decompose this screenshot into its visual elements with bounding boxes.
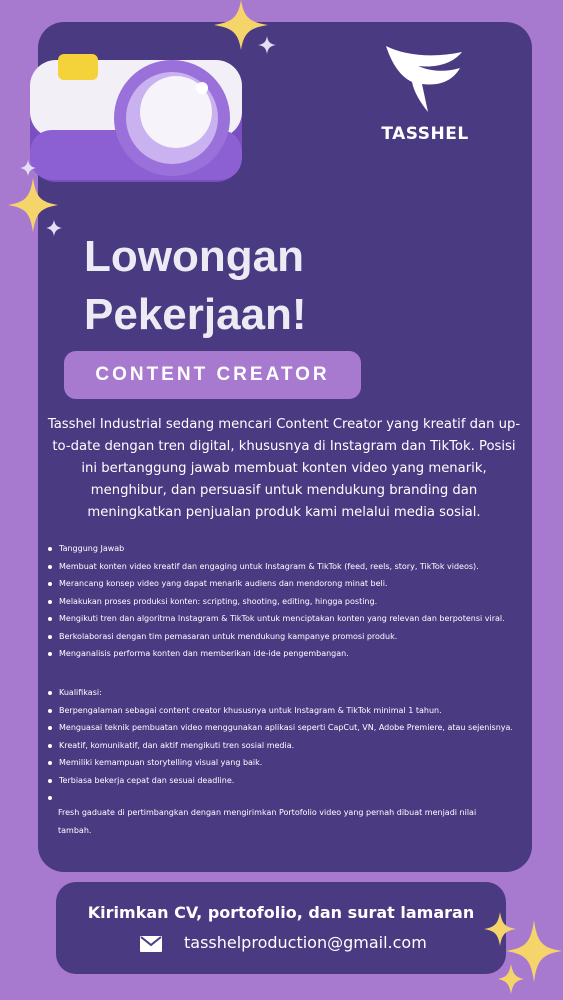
- list-item: Menganalisis performa konten dan memberikan ide-ide pengembangan.: [46, 645, 526, 663]
- list-item: Melakukan proses produksi konten: scripting, shooting, editing, hingga posting.: [46, 593, 526, 611]
- tasshel-logo: [360, 42, 490, 144]
- apply-cta-box: [56, 882, 506, 974]
- headline-line-1: Lowongan: [84, 232, 304, 281]
- tasshel-logo-icon: [382, 42, 468, 116]
- list-item: Mengikuti tren dan algoritma Instagram & TikTok untuk menciptakan konten yang relevan dan berpotensi viral.: [46, 610, 526, 628]
- cta-title: Kirimkan CV, portofolio, dan surat lamaran: [87, 903, 475, 922]
- headline-line-2: Pekerjaan!: [84, 290, 307, 339]
- sparkle-icon: [20, 160, 36, 176]
- list-item: Merancang konsep video yang dapat menarik audiens dan mendorong minat beli.: [46, 575, 526, 593]
- list-item: Berkolaborasi dengan tim pemasaran untuk mendukung kampanye promosi produk.: [46, 628, 526, 646]
- list-item: Terbiasa bekerja cepat dan sesuai deadline.: [46, 772, 526, 790]
- responsibilities-list: [46, 540, 526, 663]
- list-item: Kualifikasi:: [46, 684, 526, 702]
- list-item: Berpengalaman sebagai content creator khususnya untuk Instagram & TikTok minimal 1 tahun.: [46, 702, 526, 720]
- qualifications-list: [46, 684, 526, 807]
- sparkle-icon: [258, 36, 276, 54]
- logo-name: TASSHEL: [381, 124, 469, 144]
- position-badge: CONTENT CREATOR: [64, 351, 361, 399]
- sparkle-icon: [46, 220, 62, 236]
- fresh-graduate-note: Fresh gaduate di pertimbangkan dengan mengirimkan Portofolio video yang pernah dibuat menjadi nilai tambah.: [58, 808, 477, 835]
- sparkle-icon: [498, 964, 524, 994]
- camera-illustration: [12, 30, 252, 200]
- list-item: Kreatif, komunikatif, dan aktif mengikuti tren sosial media.: [46, 737, 526, 755]
- page-title: [84, 228, 464, 344]
- list-item: Memiliki kemampuan storytelling visual yang baik.: [46, 754, 526, 772]
- mail-icon: [140, 936, 162, 952]
- contact-email[interactable]: tasshelproduction@gmail.com: [184, 933, 427, 952]
- intro-paragraph: Tasshel Industrial sedang mencari Content Creator yang kreatif dan up-to-date dengan tren digital, khususnya di Instagram dan TikTok. Posisi ini bertanggung jawab membuat konten video yang menarik, menghibur, dan persuasif untuk mendukung branding dan meningkatkan penjualan produk kami melalui media sosial.: [47, 417, 521, 520]
- list-item: Menguasai teknik pembuatan video menggunakan aplikasi seperti CapCut, VN, Adobe Premiere, atau sejenisnya.: [46, 719, 526, 737]
- list-item: Membuat konten video kreatif dan engaging untuk Instagram & TikTok (feed, reels, story, TikTok videos).: [46, 558, 526, 576]
- list-item: Tanggung Jawab: [46, 540, 526, 558]
